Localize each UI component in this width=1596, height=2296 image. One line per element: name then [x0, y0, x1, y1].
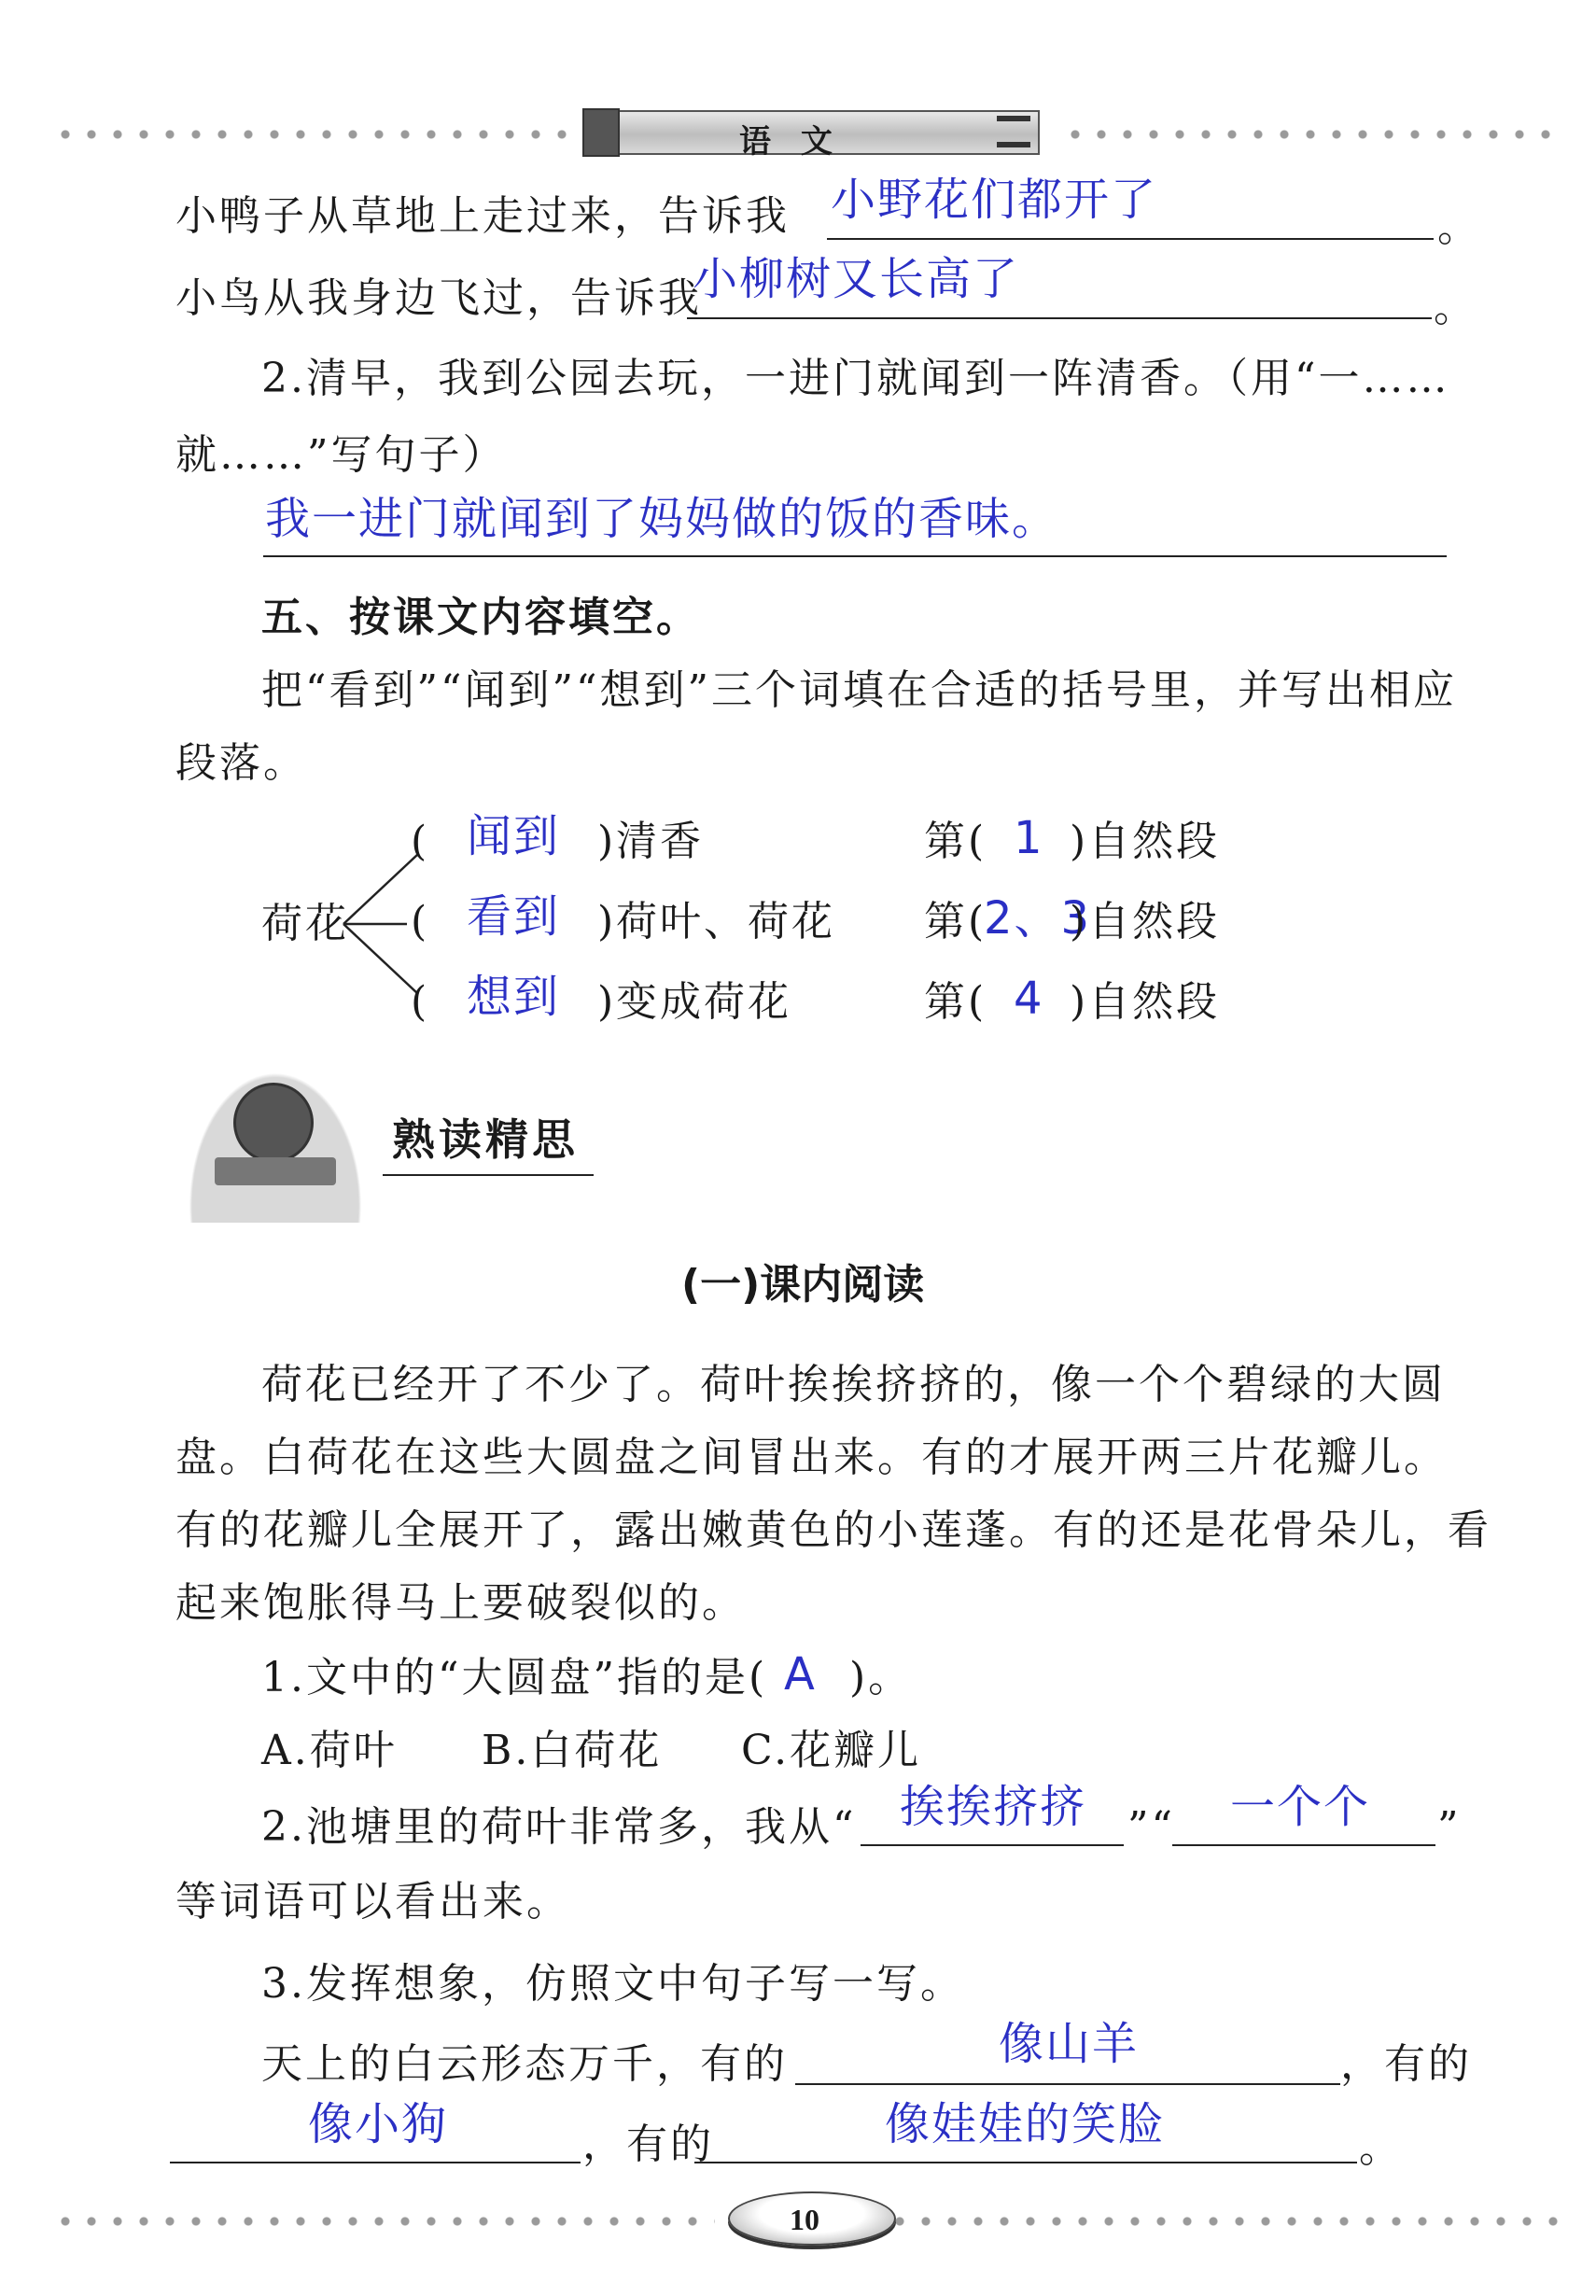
q1-option-b: B.白荷花	[482, 1727, 663, 1774]
row3-para-suffix: )自然段	[1070, 978, 1221, 1026]
passage-line3: 有的花瓣儿全展开了，露出嫩黄色的小莲蓬。有的还是花骨朵儿，看	[175, 1506, 1491, 1554]
row3-verb: 想到	[467, 971, 561, 1023]
book-icon	[582, 108, 620, 157]
header-dots-right	[1062, 128, 1566, 141]
q4-2-answer-line	[263, 555, 1447, 557]
passage-line4: 起来饱胀得马上要破裂似的。	[175, 1579, 746, 1627]
q3-answer3: 像娃娃的笑脸	[885, 2098, 1166, 2150]
q4-2-line1: 2.清早，我到公园去玩，一进门就闻到一阵清香。（用“一……	[261, 355, 1450, 402]
q3-stem: 3.发挥想象，仿照文中句子写一写。	[261, 1960, 964, 2008]
q3-line1: 天上的白云形态万千，有的	[261, 2040, 788, 2088]
q3-blank3	[694, 2162, 1357, 2163]
q4-line2-end: 。	[1434, 284, 1477, 331]
footer-dots-right	[887, 2215, 1568, 2228]
reading-banner-art	[177, 1055, 373, 1223]
q2-answer1: 挨挨挤挤	[900, 1781, 1087, 1833]
row1-para-suffix: )自然段	[1070, 818, 1221, 865]
q4-2-line2: 就……”写句子）	[175, 431, 507, 479]
page-number: 10	[790, 2203, 819, 2236]
reading-banner-line	[383, 1174, 594, 1176]
q1-answer: A	[784, 1648, 817, 1701]
row1-verb: 闻到	[467, 810, 561, 862]
q1-option-a: A.荷叶	[261, 1727, 398, 1774]
q4-2-answer: 我一进门就闻到了妈妈做的饭的香味。	[265, 493, 1059, 545]
row3-para-prefix: 第(	[924, 978, 987, 1026]
q3-answer2: 像小狗	[308, 2098, 449, 2150]
q4-line1-end: 。	[1437, 203, 1481, 251]
row1-object: 清香	[616, 818, 704, 865]
q1-end: )。	[849, 1654, 913, 1701]
row1-open: (	[411, 818, 430, 865]
row3-object: 变成荷花	[616, 978, 791, 1026]
q3-mid2: ，有的	[582, 2121, 714, 2168]
q2-blank1	[861, 1844, 1124, 1846]
section5-line1: 把“看到”“闻到”“想到”三个词填在合适的括号里，并写出相应	[261, 666, 1457, 714]
row3-para: 4	[1014, 973, 1044, 1025]
row3-close: )	[597, 978, 617, 1026]
q2-answer2: 一个个	[1230, 1781, 1371, 1833]
row1-para-prefix: 第(	[924, 818, 987, 865]
q1-option-c: C.花瓣儿	[741, 1727, 922, 1774]
open-book-icon	[215, 1157, 336, 1185]
row2-object: 荷叶、荷花	[616, 898, 835, 945]
reading-banner-title: 熟读精思	[392, 1114, 579, 1165]
tree-root: 荷花	[261, 900, 349, 947]
footer-dots-left	[52, 2215, 715, 2228]
q4-line2-blank	[687, 317, 1432, 319]
q2-blank2	[1172, 1844, 1435, 1846]
row2-para-prefix: 第(	[924, 898, 987, 945]
q2-mid: ”“	[1127, 1803, 1175, 1851]
reading-subtitle: (一)课内阅读	[681, 1261, 925, 1309]
row2-para-suffix: )自然段	[1070, 898, 1221, 945]
row2-verb: 看到	[467, 890, 561, 943]
q4-line2-answer: 小柳树又长高了	[693, 253, 1020, 305]
passage-line2: 盘。白荷花在这些大圆盘之间冒出来。有的才展开两三片花瓣儿。	[175, 1434, 1448, 1481]
row2-close: )	[597, 898, 617, 945]
q4-line1-blank	[827, 238, 1434, 240]
q2-end: ”	[1437, 1803, 1462, 1851]
q4-line2-prefix: 小鸟从我身边飞过，告诉我	[175, 274, 702, 322]
q3-end: 。	[1359, 2124, 1403, 2172]
row1-para: 1	[1014, 812, 1044, 864]
header-dots-left	[52, 128, 575, 141]
reading-girl-icon	[233, 1083, 314, 1163]
q3-blank2	[170, 2162, 581, 2163]
q3-answer1: 像山羊	[999, 2018, 1140, 2070]
header-bar	[588, 110, 1040, 161]
q1-stem: 1.文中的“大圆盘”指的是(	[261, 1654, 768, 1701]
section5-line2: 段落。	[175, 739, 307, 787]
page-number-badge	[728, 2191, 896, 2246]
header-subject: 语 文	[739, 123, 842, 161]
row1-close: )	[597, 818, 617, 865]
q2-line2: 等词语可以看出来。	[175, 1878, 570, 1925]
q4-line1-prefix: 小鸭子从草地上走过来，告诉我	[175, 192, 790, 240]
q2-stem: 2.池塘里的荷叶非常多，我从“	[261, 1803, 857, 1851]
row3-open: (	[411, 978, 430, 1026]
passage-line1: 荷花已经开了不少了。荷叶挨挨挤挤的，像一个个碧绿的大圆	[261, 1361, 1446, 1408]
book-stack-icon	[997, 116, 1030, 147]
row2-open: (	[411, 898, 430, 945]
section5-title: 五、按课文内容填空。	[261, 594, 700, 641]
row2-para: 2、3	[984, 892, 1092, 945]
q3-blank1	[795, 2083, 1340, 2085]
q3-mid1: ，有的	[1340, 2040, 1472, 2088]
q4-line1-answer: 小野花们都开了	[831, 174, 1158, 226]
